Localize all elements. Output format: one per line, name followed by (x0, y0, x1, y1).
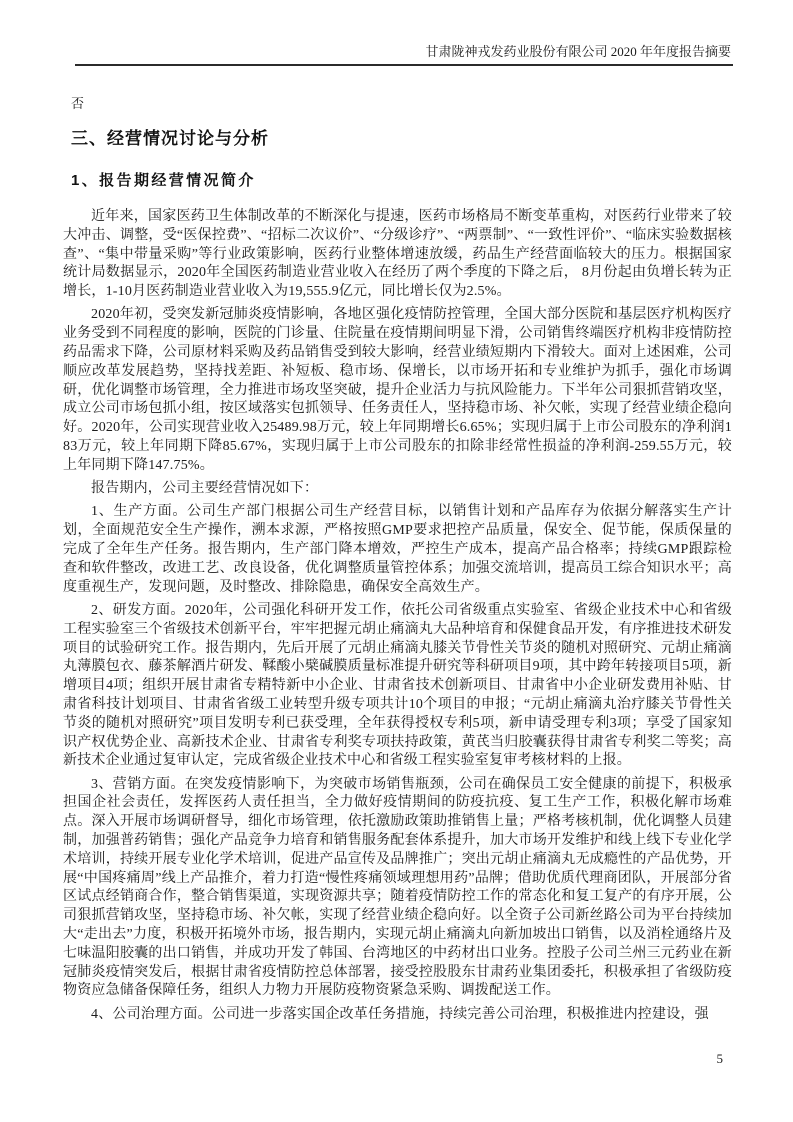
paragraph-covid-impact-and-results: 2020年初，受突发新冠肺炎疫情影响，各地区强化疫情防控管理，全国大部分医院和基层医疗机构医疗业务受到不同程度的影响，医院的门诊量、住院量在疫情期间明显下滑，公司销售终端医疗机构非疫情防控药品需求下降，公司原材料采购及药品销售受到较大影响，经营业绩短期内下滑较大。面对上述困难，公司顺应改革发展趋势，坚持找差距、补短板、稳市场、保增长，以市场开拓和专业维护为抓手，强化市场调研，优化调整市场管理，全力推进市场攻坚突破，提升企业活力与抗风险能力。下半年公司狠抓营销攻坚，成立公司市场包抓小组，按区域落实包抓领导、任务责任人，坚持稳市场、补欠帐，实现了经营业绩企稳向好。2020年，公司实现营业收入25489.98万元，较上年同期增长6.65%；实现归属于上市公司股东的净利润183万元，较上年同期下降85.67%，实现归属于上市公司股东的扣除非经常性损益的净利润-259.55万元，较上年同期下降147.75%。 (63, 307, 732, 473)
paragraph-marketing: 3、营销方面。在突发疫情影响下，为突破市场销售瓶颈，公司在确保员工安全健康的前提下，积极承担国企社会责任，发挥医药人责任担当，全力做好疫情期间的防疫抗疫、复工生产工作，积极化解市场难点。深入开展市场调研督导，细化市场管理，依托激励政策助推销售上量；严格考核机制，优化调整人员建制，加强普药销售；强化产品竞争力培育和销售服务配套体系提升，加大市场开发维护和线上线下专业化学术培训，持续开展专业化学术培训，促进产品宣传及品牌推广；突出元胡止痛滴丸无成瘾性的产品优势，开展“中国疼痛周”线上产品推介，着力打造“慢性疼痛领域理想用药”品牌；借助优质代理商团队，开展部分省区试点经销商合作，整合销售渠道，实现资源共享；随着疫情防控工作的常态化和复工复产的有序开展，公司狠抓营销攻坚，坚持稳市场、补欠帐，实现了经营业绩企稳向好。以全资子公司新丝路公司为平台持续加大“走出去”力度，积极开拓境外市场，报告期内，实现元胡止痛滴丸向新加坡出口销售，以及消栓通络片及七味温阳胶囊的出口销售，并成功开发了韩国、台湾地区的中药材出口业务。控股子公司兰州三元药业在新冠肺炎疫情突发后，根据甘肃省疫情防控总体部署，接受控股股东甘肃药业集团委托，积极承担了省级防疫物资应急储备保障任务，组织人力物力开展防疫物资紧急采购、调拨配送工作。 (63, 776, 732, 999)
paragraph-research-development: 2、研发方面。2020年，公司强化科研开发工作，依托公司省级重点实验室、省级企业技术中心和省级工程实验室三个省级技术创新平台，牢牢把握元胡止痛滴丸大品种培育和保健食品开发，有序推进技术研发项目的试验研究工作。报告期内，先后开展了元胡止痛滴丸膝关节骨性关节炎的随机对照研究、元胡止痛滴丸薄膜包衣、藤茶解酒片研发、鞣酸小檗碱膜质量标准提升研究等科研项目9项，其中跨年转接项目5项，新增项目4项；组织开展甘肃省专精特新中小企业、甘肃省技术创新项目、甘肃省中小企业研发费用补贴、甘肃省科技计划项目、甘肃省省级工业转型升级专项共计10个项目的申报；“元胡止痛滴丸治疗膝关节骨性关节炎的随机对照研究”项目发明专利已获受理，全年获得授权专利5项，新申请受理专利3项；享受了国家知识产权优势企业、高新技术企业、甘肃省专利奖专项扶持政策，黄芪当归胶囊获得甘肃省专利奖二等奖；高新技术企业通过复审认定，完成省级企业技术中心和省级工程实验室复审考核材料的上报。 (63, 602, 732, 769)
page-number: 5 (716, 1051, 723, 1066)
paragraph-production: 1、生产方面。公司生产部门根据公司生产经营目标，以销售计划和产品库存为依据分解落实生产计划，全面规范安全生产操作，溯本求源，严格按照GMP要求把控产品质量，保安全、促节能，保质保量的完成了全年生产任务。报告期内，生产部门降本增效，严控生产成本，提高产品合格率；持续GMP跟踪检查和软件整改，改进工艺、改良设备，优化调整质量管控体系；加强交流培训，提高员工综合知识水平；高度重视生产，发现问题，及时整改、排除隐患，确保安全高效生产。 (63, 504, 732, 595)
subsection-heading: 1、报告期经营情况简介 (71, 172, 256, 189)
section-heading: 三、经营情况讨论与分析 (71, 129, 269, 148)
paragraph-governance: 4、公司治理方面。公司进一步落实国企改革任务措施，持续完善公司治理，积极推进内控建设，强 (91, 1006, 709, 1022)
header-title: 甘肃陇神戎发药业股份有限公司 2020 年年度报告摘要 (425, 44, 731, 59)
paragraph-industry-overview: 近年来，国家医药卫生体制改革的不断深化与提速，医药市场格局不断变革重构，对医药行业带来了较大冲击、调整，受“医保控费”、“招标二次议价”、“分级诊疗”、“两票制”、“一致性评价”、“临床实验数据核查”、“集中带量采购”等行业政策影响，医药行业整体增速放缓，药品生产经营面临较大的压力。根据国家统计局数据显示，2020年全国医药制造业营业收入在经历了两个季度的下降之后， 8月份起由负增长转为正增长，1-10月医药制造业营业收入为19,555.9亿元，同比增长仅为2.5%。 (63, 209, 732, 300)
paragraph-operations-intro: 报告期内，公司主要经营情况如下： (91, 481, 319, 497)
answer-text: 否 (71, 96, 85, 111)
document-body (63, 0, 732, 1024)
